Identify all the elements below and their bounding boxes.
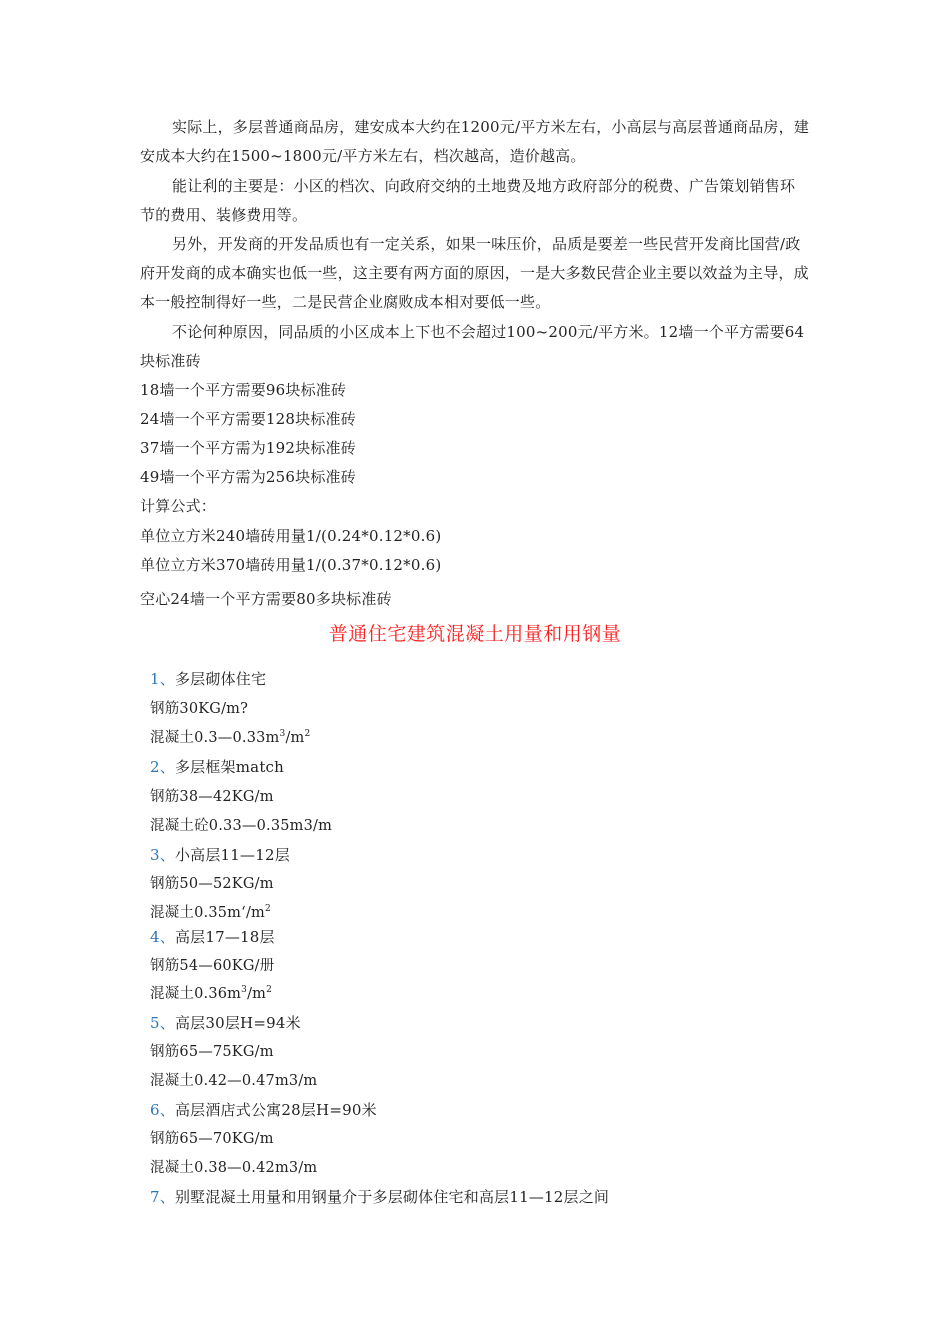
steel-amount: 钢筋54—60KG/册 bbox=[150, 958, 275, 974]
paragraph-cost-range: 不论何种原因，同品质的小区成本上下也不会超过100~200元/平方米。12墙一个平方需要64块标准砖 bbox=[140, 323, 805, 370]
steel-amount: 钢筋30KG/m? bbox=[150, 701, 249, 717]
list-item-title bbox=[150, 1183, 609, 1211]
formula-line: 单位立方米370墙砖用量1/(0.37*0.12*0.6) bbox=[140, 556, 442, 574]
list-item-title bbox=[150, 1096, 377, 1124]
brick-line: 18墙一个平方需要96块标准砖 bbox=[140, 381, 347, 399]
item-title: 高层30层H=94米 bbox=[174, 1014, 301, 1032]
concrete-amount: 混凝土$0.36m^3/m^2$ bbox=[150, 985, 273, 1002]
steel-amount: 钢筋50—52KG/m bbox=[150, 876, 274, 892]
list-item-title bbox=[150, 753, 284, 781]
list-item-title bbox=[150, 1009, 301, 1037]
item-number: 2、 bbox=[150, 758, 175, 776]
item-number: 4、 bbox=[150, 928, 175, 946]
item-title: 多层砌体住宅 bbox=[174, 670, 267, 688]
paragraph-cost: 实际上，多层普通商品房，建安成本大约在1200元/平方米左右，小高层与高层普通商品房，建安成本大约在1500~1800元/平方米左右，档次越高，造价越高。 bbox=[140, 118, 810, 165]
steel-amount: 钢筋65—75KG/m bbox=[150, 1044, 274, 1060]
item-title: 小高层11—12层 bbox=[174, 846, 290, 864]
item-number: 5、 bbox=[150, 1014, 175, 1032]
item-number: 3、 bbox=[150, 846, 175, 864]
list-item-title bbox=[150, 923, 275, 951]
formula-label: 计算公式： bbox=[140, 497, 217, 515]
formula-line: 单位立方米240墙砖用量1/(0.24*0.12*0.6) bbox=[140, 527, 442, 545]
steel-amount: 钢筋38—42KG/m bbox=[150, 789, 274, 805]
concrete-amount: 混凝土0.42—0.47m3/m bbox=[150, 1073, 318, 1089]
item-number: 1、 bbox=[150, 670, 175, 688]
brick-line: 37墙一个平方需为192块标准砖 bbox=[140, 439, 356, 457]
section-heading: 普通住宅建筑混凝土用量和用钢量 bbox=[328, 623, 622, 645]
brick-line: 49墙一个平方需为256块标准砖 bbox=[140, 468, 356, 486]
brick-line: 24墙一个平方需要128块标准砖 bbox=[140, 410, 356, 428]
steel-amount: 钢筋65—70KG/m bbox=[150, 1131, 274, 1147]
paragraph-developer-quality: 另外，开发商的开发品质也有一定关系，如果一味压价，品质是要差一些民营开发商比国营/政府开发商的成本确实也低一些，这主要有两方面的原因，一是大多数民营企业主要以效益为主导，成本一般控制得好一些，二是民营企业腐败成本相对要低一些。 bbox=[140, 235, 809, 311]
item-number: 7、 bbox=[150, 1188, 175, 1206]
concrete-amount: 混凝土砼0.33—0.35m3/m bbox=[150, 818, 333, 834]
item-title: 多层框架match bbox=[174, 758, 285, 776]
concrete-amount: 混凝土$0.35m‘/m^2$ bbox=[150, 904, 271, 921]
list-item-title bbox=[150, 665, 266, 693]
brick-line: 空心24墙一个平方需要80多块标准砖 bbox=[140, 590, 392, 608]
item-title: 高层酒店式公寓28层H=90米 bbox=[174, 1101, 377, 1119]
item-title: 高层17—18层 bbox=[174, 928, 275, 946]
item-number: 6、 bbox=[150, 1101, 175, 1119]
item-title: 别墅混凝土用量和用钢量介于多层砌体住宅和高层11—12层之间 bbox=[174, 1188, 610, 1206]
concrete-amount: 混凝土0.38—0.42m3/m bbox=[150, 1160, 318, 1176]
paragraph-concessions: 能让利的主要是：小区的档次、向政府交纳的土地费及地方政府部分的税费、广告策划销售环节的费用、装修费用等。 bbox=[140, 177, 796, 224]
list-item-title bbox=[150, 841, 290, 869]
concrete-amount: 混凝土$0.3—0.33m^3/m^2$ bbox=[150, 729, 311, 746]
